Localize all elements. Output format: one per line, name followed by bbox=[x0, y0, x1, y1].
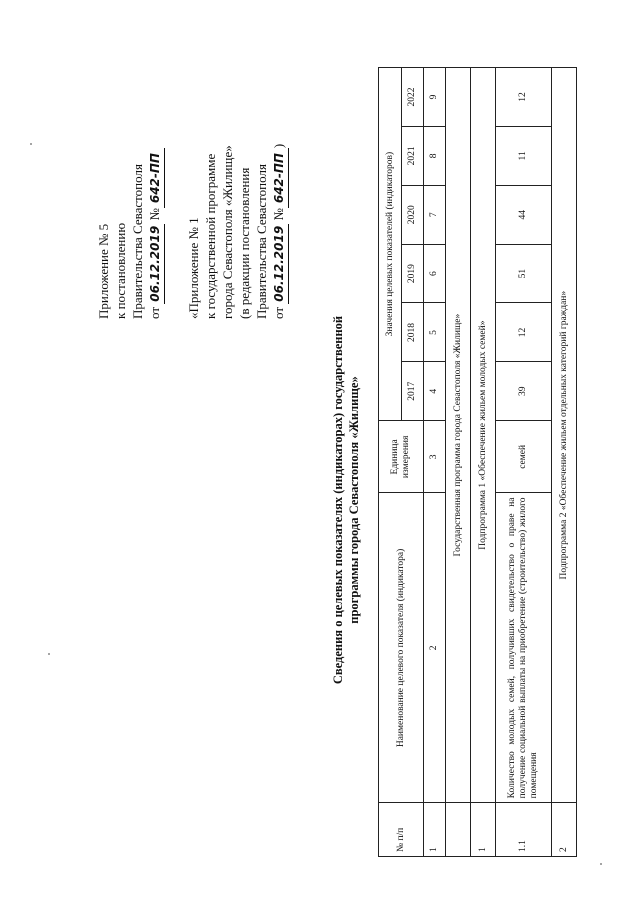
index-cell: 8 bbox=[424, 126, 446, 185]
orig-appendix-date-line bbox=[270, 144, 289, 319]
title-line-2: программы города Севастополя «Жилище» bbox=[347, 376, 361, 624]
date-prefix: от bbox=[147, 306, 162, 319]
indicators-table bbox=[378, 67, 577, 857]
appendix-line-1: Приложение № 5 bbox=[96, 223, 111, 319]
index-cell: 7 bbox=[424, 185, 446, 244]
index-cell: 5 bbox=[424, 303, 446, 362]
section-num: 1 bbox=[471, 803, 496, 857]
orig-date-prefix: от bbox=[271, 306, 286, 319]
index-cell: 6 bbox=[424, 244, 446, 303]
header-name: Наименование целевого показателя (индикатора) bbox=[379, 493, 424, 803]
appendix-line-3: Правительства Севастополя bbox=[130, 164, 145, 319]
header-num: № п/п bbox=[379, 803, 424, 857]
header-year: 2017 bbox=[402, 362, 424, 421]
appendix-date-line bbox=[146, 148, 165, 319]
scan-speck bbox=[48, 653, 50, 655]
header-year: 2022 bbox=[402, 68, 424, 127]
orig-closing-paren: ) bbox=[271, 143, 286, 149]
row-value: 44 bbox=[496, 185, 552, 244]
header-unit: Единица измерения bbox=[379, 421, 424, 493]
index-cell: 9 bbox=[424, 68, 446, 127]
table-section-row bbox=[446, 68, 471, 857]
number-handwritten: 642-ПП bbox=[147, 148, 165, 208]
table-row bbox=[496, 68, 552, 857]
table-section-row bbox=[471, 68, 496, 857]
table-index-row bbox=[424, 68, 446, 857]
row-indicator-name: Количество молодых семей, получивших свидетельство о праве на получение социальной выплаты на приобретение (строительство) жилого помещения bbox=[496, 493, 552, 803]
header-year: 2018 bbox=[402, 303, 424, 362]
section-num: 2 bbox=[552, 803, 577, 857]
row-value: 12 bbox=[496, 68, 552, 127]
row-value: 11 bbox=[496, 126, 552, 185]
section-title: Подпрограмма 1 «Обеспечение жильем молодых семей» bbox=[471, 68, 496, 803]
row-unit: семей bbox=[496, 421, 552, 493]
table-section-row bbox=[552, 68, 577, 857]
scan-speck bbox=[30, 143, 32, 145]
header-values: Значения целевых показателей (индикаторов) bbox=[379, 68, 402, 421]
document-title bbox=[330, 155, 362, 845]
orig-appendix-line-1: «Приложение № 1 bbox=[186, 217, 201, 319]
title-line-1: Сведения о целевых показателях (индикаторах) государственной bbox=[331, 315, 345, 685]
row-num: 1.1 bbox=[496, 803, 552, 857]
index-cell: 1 bbox=[424, 803, 446, 857]
section-title: Подпрограмма 2 «Обеспечение жильем отдельных категорий граждан» bbox=[552, 68, 577, 803]
row-value: 51 bbox=[496, 244, 552, 303]
orig-appendix-line-3: города Севастополя «Жилище» bbox=[220, 145, 235, 319]
date-handwritten: 06.12.2019 bbox=[147, 224, 165, 304]
number-label: № bbox=[147, 208, 162, 221]
scan-speck bbox=[600, 863, 602, 865]
orig-appendix-line-5: Правительства Севастополя bbox=[254, 164, 269, 319]
orig-number-label: № bbox=[271, 208, 286, 221]
section-title: Государственная программа города Севастополя «Жилище» bbox=[446, 68, 471, 803]
orig-appendix-line-4: (в редакции постановления bbox=[237, 167, 252, 319]
header-year: 2019 bbox=[402, 244, 424, 303]
appendix-line-2: к постановлению bbox=[113, 222, 128, 319]
index-cell: 4 bbox=[424, 362, 446, 421]
row-value: 12 bbox=[496, 303, 552, 362]
index-cell: 3 bbox=[424, 421, 446, 493]
orig-appendix-line-2: к государственной программе bbox=[203, 153, 218, 319]
row-value: 39 bbox=[496, 362, 552, 421]
index-cell: 2 bbox=[424, 493, 446, 803]
table-header-row-1 bbox=[379, 68, 402, 857]
header-year: 2020 bbox=[402, 185, 424, 244]
orig-number-handwritten: 642-ПП bbox=[271, 148, 289, 208]
header-year: 2021 bbox=[402, 126, 424, 185]
orig-date-handwritten: 06.12.2019 bbox=[271, 224, 289, 304]
section-num bbox=[446, 803, 471, 857]
